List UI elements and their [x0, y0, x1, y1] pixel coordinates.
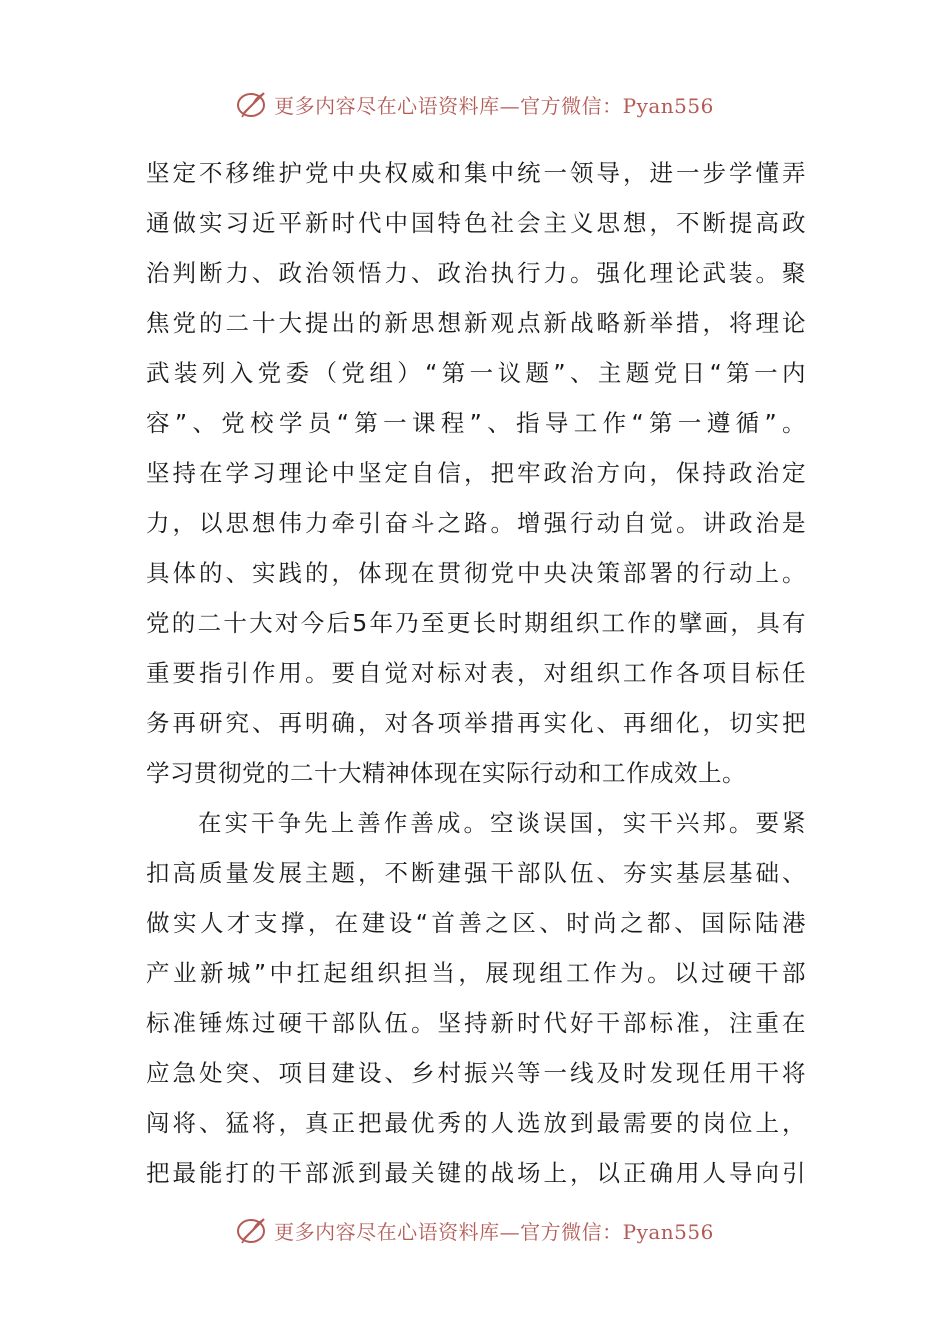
- text-line: 治判断力、政治领悟力、政治执行力。强化理论武装。聚: [146, 259, 806, 287]
- footer-banner-text: 更多内容尽在心语资料库—官方微信：Pyan556: [274, 1219, 714, 1244]
- quill-logo-icon: [236, 1213, 270, 1247]
- text-line: 容”、党校学员“第一课程”、指导工作“第一遵循”。: [146, 409, 806, 437]
- document-body: [146, 148, 806, 1198]
- text-line: 做实人才支撑，在建设“首善之区、时尚之都、国际陆港: [146, 909, 806, 937]
- text-line: 通做实习近平新时代中国特色社会主义思想，不断提高政: [146, 209, 806, 237]
- paragraph-end-line: 学习贯彻党的二十大精神体现在实际行动和工作成效上。: [146, 759, 746, 787]
- quill-logo-icon: [236, 87, 270, 121]
- header-banner-text: 更多内容尽在心语资料库—官方微信：Pyan556: [274, 93, 714, 118]
- footer-banner: [0, 1210, 950, 1250]
- text-line: 坚持在学习理论中坚定自信，把牢政治方向，保持政治定: [146, 459, 806, 487]
- text-line: 具体的、实践的，体现在贯彻党中央决策部署的行动上。: [146, 559, 806, 587]
- text-line: 扣高质量发展主题，不断建强干部队伍、夯实基层基础、: [146, 859, 806, 887]
- text-line: 务再研究、再明确，对各项举措再实化、再细化，切实把: [146, 709, 806, 737]
- text-line: 应急处突、项目建设、乡村振兴等一线及时发现任用干将: [146, 1059, 806, 1087]
- text-line: 力，以思想伟力牵引奋斗之路。增强行动自觉。讲政治是: [146, 509, 806, 537]
- text-line: 坚定不移维护党中央权威和集中统一领导，进一步学懂弄: [146, 159, 806, 187]
- text-line: 标准锤炼过硬干部队伍。坚持新时代好干部标准，注重在: [146, 1009, 806, 1037]
- paragraph-start-line: 在实干争先上善作善成。空谈误国，实干兴邦。要紧: [198, 809, 806, 837]
- text-line: 焦党的二十大提出的新思想新观点新战略新举措，将理论: [146, 309, 806, 337]
- text-line: 闯将、猛将，真正把最优秀的人选放到最需要的岗位上，: [146, 1109, 806, 1137]
- text-line: 产业新城”中扛起组织担当，展现组工作为。以过硬干部: [146, 959, 806, 987]
- text-line: 重要指引作用。要自觉对标对表，对组织工作各项目标任: [146, 659, 806, 687]
- header-banner: [0, 84, 950, 124]
- text-line: 把最能打的干部派到最关键的战场上，以正确用人导向引: [146, 1159, 806, 1187]
- text-line: 党的二十大对今后5年乃至更长时期组织工作的擘画，具有: [146, 609, 806, 637]
- text-line: 武装列入党委（党组）“第一议题”、主题党日“第一内: [146, 359, 806, 387]
